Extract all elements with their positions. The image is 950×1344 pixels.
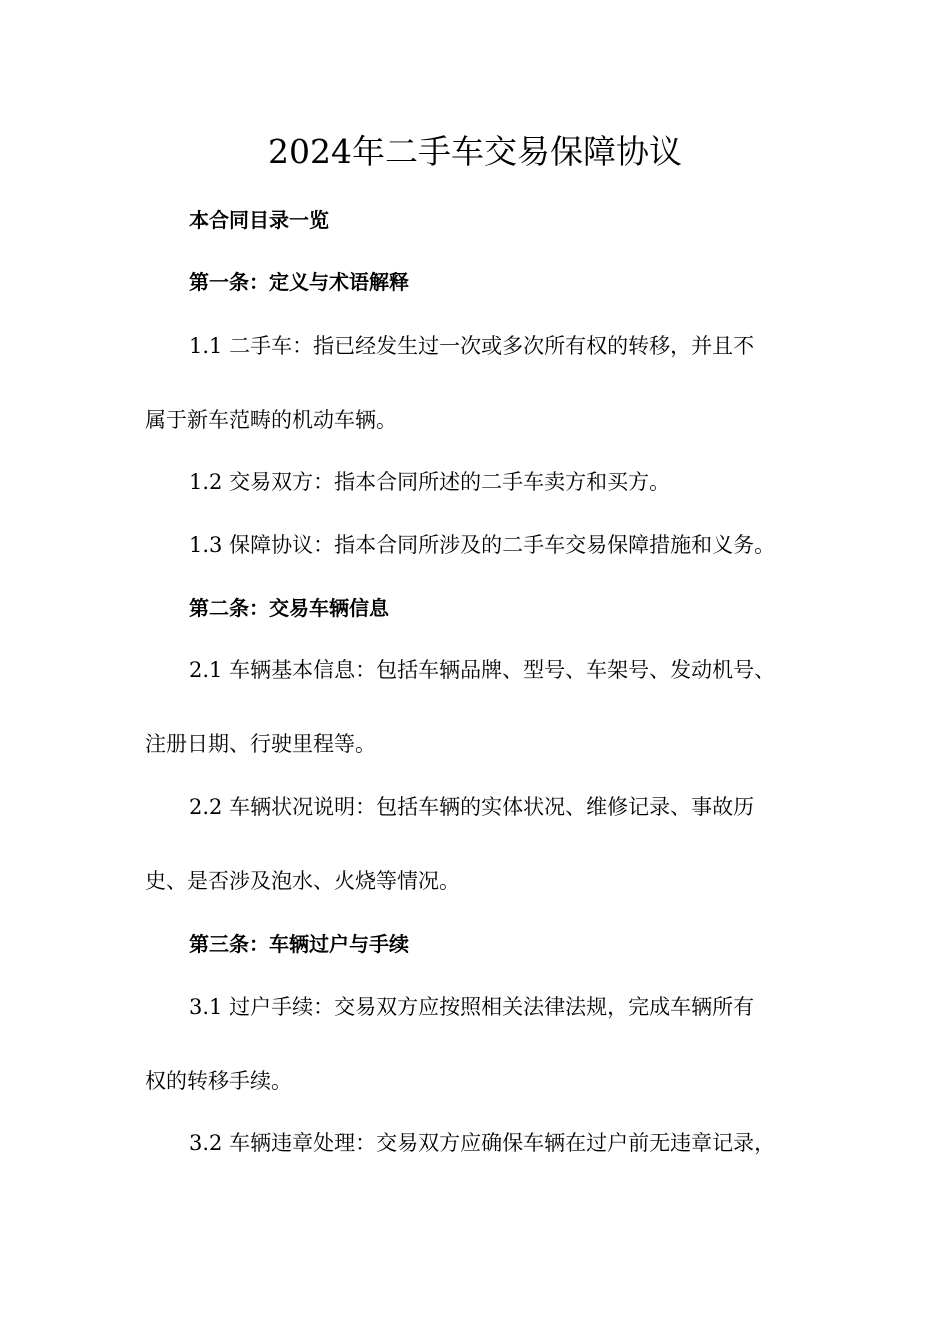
contents-heading: 本合同目录一览: [189, 208, 329, 232]
article-1-heading: 第一条：定义与术语解释: [189, 270, 409, 294]
paragraph-line: 属于新车范畴的机动车辆。: [145, 408, 397, 432]
article-2-heading: 第二条：交易车辆信息: [189, 596, 389, 620]
paragraph-line: 2.2 车辆状况说明：包括车辆的实体状况、维修记录、事故历: [189, 795, 755, 819]
paragraph-line: 3.2 车辆违章处理：交易双方应确保车辆在过户前无违章记录，: [189, 1131, 776, 1155]
paragraph-line: 1.2 交易双方：指本合同所述的二手车卖方和买方。: [189, 470, 671, 494]
paragraph-line: 3.1 过户手续：交易双方应按照相关法律法规，完成车辆所有: [189, 995, 755, 1019]
paragraph-line: 权的转移手续。: [145, 1069, 292, 1093]
paragraph-line: 1.3 保障协议：指本合同所涉及的二手车交易保障措施和义务。: [189, 533, 776, 557]
document-title: 2024年二手车交易保障协议: [268, 132, 682, 171]
paragraph-line: 注册日期、行驶里程等。: [145, 732, 376, 756]
paragraph-line: 2.1 车辆基本信息：包括车辆品牌、型号、车架号、发动机号、: [189, 658, 776, 682]
paragraph-line: 1.1 二手车：指已经发生过一次或多次所有权的转移，并且不: [189, 334, 755, 358]
paragraph-line: 史、是否涉及泡水、火烧等情况。: [145, 869, 460, 893]
article-3-heading: 第三条：车辆过户与手续: [189, 932, 409, 956]
